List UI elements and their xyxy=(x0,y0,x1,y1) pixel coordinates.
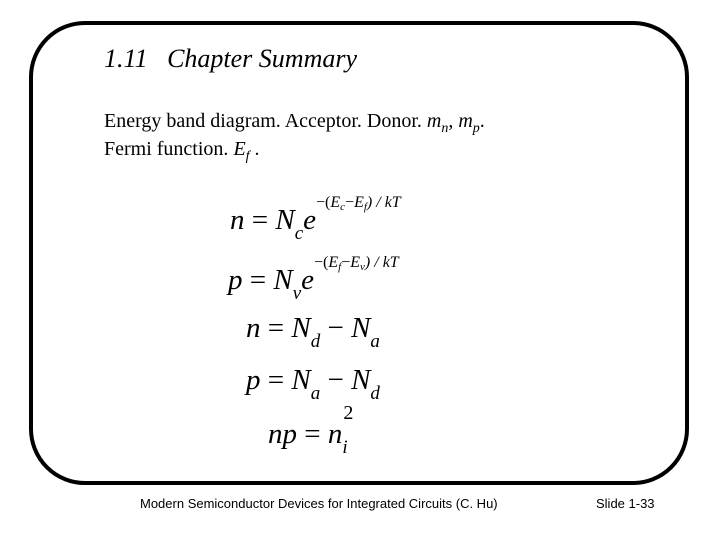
exponent: −(Ef−Ev) / kT xyxy=(314,254,399,273)
equation-electron-density: $n = N_ce^{-(Ec-Ef) / kT}$ xyxy=(230,194,401,244)
slide-border xyxy=(29,21,689,485)
fermi-energy-subscript: f xyxy=(245,149,250,164)
slide-title: 1.11 Chapter Summary xyxy=(104,44,358,73)
fermi-energy-symbol: E xyxy=(233,138,246,160)
line1-text: Energy band diagram. Acceptor. Donor. xyxy=(104,110,427,132)
summary-line-2 xyxy=(104,138,260,165)
mass-symbol: m xyxy=(458,110,473,132)
period: . xyxy=(479,110,485,132)
equation-hole-density: $p = N_ve^{-(Ef-Ev) / kT}$ xyxy=(228,254,399,304)
mass-symbol: m xyxy=(426,110,442,132)
equation-n-type-doping: $n = N_d - N_a$ xyxy=(246,312,380,352)
footer-source: Modern Semiconductor Devices for Integrated Circuits (C. Hu) xyxy=(140,496,498,511)
exponent: −(Ec−Ef) / kT xyxy=(316,194,401,213)
mass-subscript: p xyxy=(472,121,480,136)
equation-mass-action-law: np = n 2 $_i$ xyxy=(268,402,354,458)
slide-number: Slide 1-33 xyxy=(596,496,655,511)
separator: , xyxy=(448,110,459,132)
period: . xyxy=(249,138,260,160)
equation-p-type-doping: $p = N_a - N_d$ xyxy=(246,364,380,404)
summary-line-1 xyxy=(104,110,485,137)
line2-text: Fermi function. xyxy=(104,138,234,160)
mass-subscript: n xyxy=(441,121,449,136)
